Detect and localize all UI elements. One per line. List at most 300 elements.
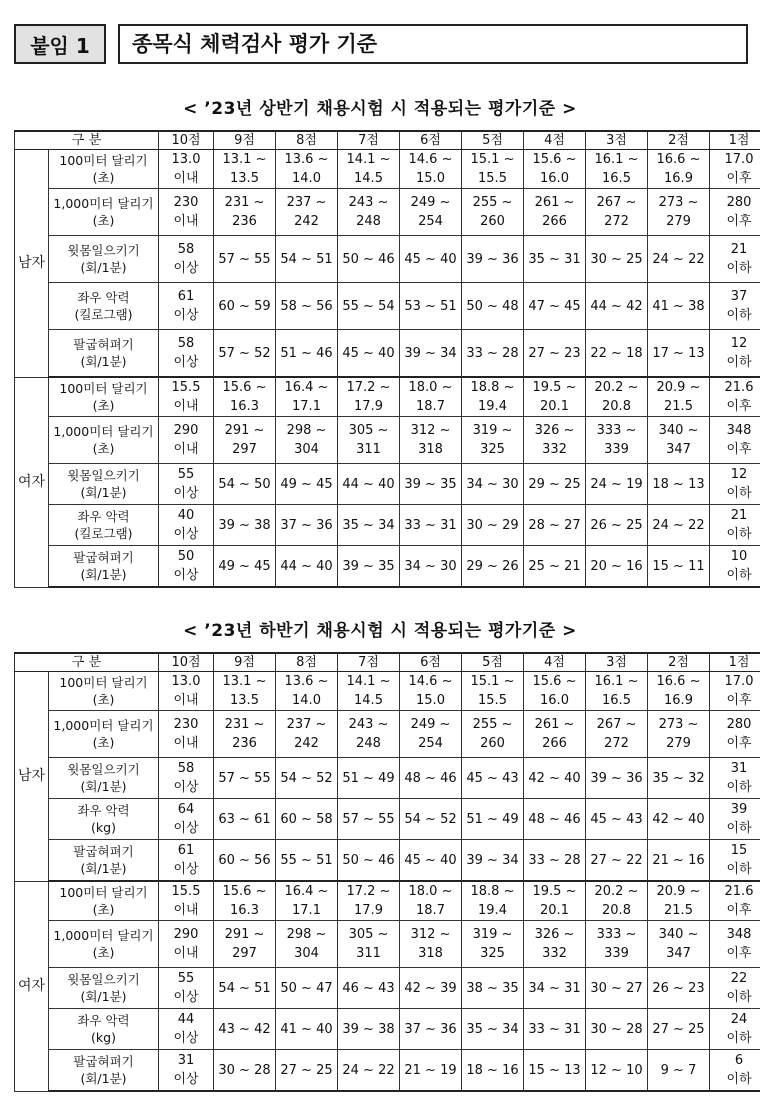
table-row — [15, 330, 760, 378]
score-cell — [648, 236, 710, 283]
score-cell — [159, 758, 214, 799]
score-value-line: 54 ~ 52 — [280, 770, 333, 786]
score-value-line: 이후 — [726, 442, 752, 457]
score-value-line: 272 — [604, 214, 629, 229]
score-value-line: 50 ~ 47 — [280, 980, 333, 996]
table-row — [15, 464, 760, 505]
score-value-line: 17.1 — [292, 903, 321, 918]
score-value-line: 이하 — [726, 568, 752, 583]
score-value-line: 12 — [730, 336, 748, 351]
score-cell — [648, 921, 710, 968]
score-cell — [462, 711, 524, 758]
score-cell — [400, 1009, 462, 1050]
score-cell — [462, 189, 524, 236]
score-value-line: 231 ~ — [224, 195, 265, 210]
score-value-line: 이내 — [173, 399, 199, 414]
score-value-line: 311 — [356, 946, 381, 961]
score-value-line: 304 — [294, 442, 319, 457]
score-cell — [159, 881, 214, 921]
score-cell — [338, 881, 400, 921]
score-value-line: 이후 — [726, 693, 752, 708]
score-value-line: 이하 — [726, 1072, 752, 1087]
score-value-line: 13.0 — [171, 152, 201, 167]
sex-label: 남자 — [15, 672, 49, 882]
score-value-line: 19.5 ~ — [532, 380, 577, 395]
score-value-line: 58 — [177, 242, 195, 257]
score-cell — [462, 377, 524, 417]
column-header-category: 구 분 — [15, 653, 159, 672]
score-value-line: 이내 — [173, 736, 199, 751]
score-value-line: 9 ~ 7 — [660, 1062, 697, 1078]
score-value-line: 242 — [294, 214, 319, 229]
score-value-line: 30 ~ 25 — [590, 251, 643, 267]
score-value-line: 30 ~ 29 — [466, 517, 519, 533]
document-header — [14, 24, 748, 64]
score-value-line: 55 ~ 54 — [342, 298, 395, 314]
score-value-line: 14.5 — [354, 171, 383, 186]
score-value-line: 31 — [730, 761, 748, 776]
score-cell — [586, 417, 648, 464]
column-header-score: 1점 — [710, 131, 760, 150]
score-cell — [214, 758, 276, 799]
event-name: 윗몸일으키기 — [67, 972, 140, 987]
score-value-line: 34 ~ 30 — [466, 476, 519, 492]
table-row — [15, 505, 760, 546]
header-row — [15, 653, 760, 672]
score-value-line: 38 ~ 35 — [466, 980, 519, 996]
score-value-line: 24 — [730, 1012, 748, 1027]
score-value-line: 16.1 ~ — [594, 674, 639, 689]
score-cell — [586, 330, 648, 378]
score-value-line: 41 ~ 40 — [280, 1021, 333, 1037]
score-cell — [276, 1009, 338, 1050]
score-value-line: 17.2 ~ — [346, 380, 391, 395]
event-unit: (회/1분) — [80, 354, 127, 369]
score-value-line: 이상 — [173, 355, 199, 370]
score-value-line: 이하 — [726, 355, 752, 370]
score-value-line: 347 — [666, 946, 691, 961]
table-row — [15, 921, 760, 968]
score-value-line: 326 ~ — [534, 423, 575, 438]
score-value-line: 이상 — [173, 821, 199, 836]
score-cell — [400, 417, 462, 464]
score-value-line: 13.5 — [230, 693, 259, 708]
score-value-line: 35 ~ 32 — [652, 770, 705, 786]
score-value-line: 16.6 ~ — [656, 152, 701, 167]
score-cell — [710, 150, 760, 189]
score-cell — [586, 377, 648, 417]
score-cell — [159, 799, 214, 840]
score-value-line: 318 — [418, 442, 443, 457]
score-cell — [400, 921, 462, 968]
event-label — [49, 464, 159, 505]
score-cell — [276, 840, 338, 882]
score-value-line: 305 ~ — [348, 423, 389, 438]
column-header-score: 7점 — [338, 131, 400, 150]
score-value-line: 249 ~ — [410, 717, 451, 732]
score-cell — [648, 672, 710, 711]
score-value-line: 33 ~ 28 — [466, 345, 519, 361]
score-value-line: 54 ~ 51 — [280, 251, 333, 267]
score-value-line: 18.0 ~ — [408, 380, 453, 395]
score-value-line: 267 ~ — [596, 195, 637, 210]
score-cell — [462, 546, 524, 588]
score-cell — [648, 840, 710, 882]
score-cell — [648, 150, 710, 189]
score-cell — [462, 505, 524, 546]
score-value-line: 340 ~ — [658, 927, 699, 942]
table-row — [15, 417, 760, 464]
score-value-line: 이내 — [173, 171, 199, 186]
score-cell — [462, 236, 524, 283]
score-value-line: 49 ~ 45 — [218, 558, 271, 574]
score-value-line: 16.5 — [602, 693, 631, 708]
score-cell — [586, 1009, 648, 1050]
score-value-line: 50 ~ 46 — [342, 852, 395, 868]
score-cell — [276, 189, 338, 236]
score-cell — [462, 1050, 524, 1092]
score-value-line: 45 ~ 40 — [404, 251, 457, 267]
score-cell — [214, 377, 276, 417]
score-value-line: 이하 — [726, 527, 752, 542]
score-cell — [159, 968, 214, 1009]
table-row — [15, 840, 760, 882]
score-value-line: 12 ~ 10 — [590, 1062, 643, 1078]
score-value-line: 21.6 — [724, 884, 754, 899]
header-row — [15, 131, 760, 150]
score-cell — [648, 464, 710, 505]
score-value-line: 45 ~ 43 — [466, 770, 519, 786]
score-cell — [338, 758, 400, 799]
score-value-line: 50 ~ 46 — [342, 251, 395, 267]
score-value-line: 이상 — [173, 527, 199, 542]
score-cell — [710, 189, 760, 236]
score-value-line: 37 ~ 36 — [280, 517, 333, 533]
score-cell — [586, 546, 648, 588]
score-value-line: 이상 — [173, 1031, 199, 1046]
table-row — [15, 968, 760, 1009]
score-cell — [338, 505, 400, 546]
score-cell — [648, 377, 710, 417]
event-label — [49, 546, 159, 588]
score-value-line: 21 ~ 16 — [652, 852, 705, 868]
score-cell — [159, 417, 214, 464]
score-cell — [462, 330, 524, 378]
event-label — [49, 1009, 159, 1050]
score-value-line: 34 ~ 30 — [404, 558, 457, 574]
event-name: 100미터 달리기 — [59, 381, 148, 396]
column-header-score: 3점 — [586, 131, 648, 150]
column-header-score: 2점 — [648, 653, 710, 672]
score-cell — [214, 881, 276, 921]
score-value-line: 332 — [542, 946, 567, 961]
score-value-line: 54 ~ 50 — [218, 476, 271, 492]
score-value-line: 39 ~ 34 — [466, 852, 519, 868]
score-value-line: 243 ~ — [348, 717, 389, 732]
score-value-line: 39 ~ 38 — [218, 517, 271, 533]
score-value-line: 57 ~ 55 — [342, 811, 395, 827]
score-cell — [214, 921, 276, 968]
score-cell — [214, 546, 276, 588]
score-cell — [276, 881, 338, 921]
score-value-line: 60 ~ 56 — [218, 852, 271, 868]
score-value-line: 37 — [730, 289, 748, 304]
score-value-line: 30 ~ 28 — [218, 1062, 271, 1078]
score-cell — [462, 417, 524, 464]
score-value-line: 255 ~ — [472, 195, 513, 210]
score-value-line: 이후 — [726, 399, 752, 414]
score-cell — [524, 881, 586, 921]
score-cell — [338, 377, 400, 417]
score-value-line: 20.9 ~ — [656, 884, 701, 899]
score-value-line: 290 — [173, 423, 199, 438]
event-label — [49, 672, 159, 711]
score-value-line: 42 ~ 39 — [404, 980, 457, 996]
score-cell — [276, 377, 338, 417]
score-value-line: 347 — [666, 442, 691, 457]
score-value-line: 237 ~ — [286, 717, 327, 732]
event-unit: (회/1분) — [80, 989, 127, 1004]
event-unit: (회/1분) — [80, 260, 127, 275]
score-cell — [524, 672, 586, 711]
event-label — [49, 799, 159, 840]
column-header-score: 9점 — [214, 653, 276, 672]
score-value-line: 291 ~ — [224, 927, 265, 942]
event-unit: (초) — [92, 902, 115, 917]
score-cell — [276, 968, 338, 1009]
score-cell — [159, 840, 214, 882]
score-value-line: 22 ~ 18 — [590, 345, 643, 361]
score-value-line: 20.8 — [602, 903, 631, 918]
score-cell — [159, 711, 214, 758]
score-value-line: 230 — [173, 717, 199, 732]
score-cell — [462, 921, 524, 968]
event-name: 좌우 악력 — [77, 290, 130, 305]
score-value-line: 58 — [177, 336, 195, 351]
score-cell — [710, 283, 760, 330]
score-value-line: 64 — [177, 802, 195, 817]
score-value-line: 17.0 — [724, 674, 754, 689]
score-cell — [648, 1009, 710, 1050]
score-value-line: 15 ~ 13 — [528, 1062, 581, 1078]
score-value-line: 28 ~ 27 — [528, 517, 581, 533]
event-unit: (초) — [92, 692, 115, 707]
score-cell — [524, 236, 586, 283]
score-value-line: 19.5 ~ — [532, 884, 577, 899]
table-row — [15, 546, 760, 588]
score-value-line: 47 ~ 45 — [528, 298, 581, 314]
score-value-line: 53 ~ 51 — [404, 298, 457, 314]
event-name: 1,000미터 달리기 — [53, 718, 154, 733]
score-value-line: 254 — [418, 214, 443, 229]
score-value-line: 12 — [730, 467, 748, 482]
score-value-line: 297 — [232, 442, 257, 457]
score-cell — [710, 417, 760, 464]
score-cell — [400, 840, 462, 882]
score-value-line: 44 ~ 40 — [280, 558, 333, 574]
score-cell — [338, 189, 400, 236]
score-cell — [710, 711, 760, 758]
score-cell — [276, 464, 338, 505]
score-value-line: 18.8 ~ — [470, 884, 515, 899]
score-cell — [159, 464, 214, 505]
score-cell — [400, 236, 462, 283]
event-unit: (초) — [92, 170, 115, 185]
event-label — [49, 921, 159, 968]
score-value-line: 44 ~ 40 — [342, 476, 395, 492]
score-value-line: 15.0 — [416, 693, 445, 708]
event-name: 윗몸일으키기 — [67, 762, 140, 777]
score-value-line: 27 ~ 25 — [652, 1021, 705, 1037]
score-value-line: 39 ~ 36 — [590, 770, 643, 786]
sex-label: 여자 — [15, 377, 49, 587]
score-value-line: 이상 — [173, 1072, 199, 1087]
event-label — [49, 1050, 159, 1092]
attachment-label: 붙임 1 — [14, 24, 106, 64]
score-value-line: 15.6 ~ — [222, 380, 267, 395]
score-value-line: 290 — [173, 927, 199, 942]
score-cell — [400, 758, 462, 799]
score-value-line: 242 — [294, 736, 319, 751]
score-value-line: 249 ~ — [410, 195, 451, 210]
score-value-line: 17.9 — [354, 399, 383, 414]
score-value-line: 17.0 — [724, 152, 754, 167]
score-value-line: 20.8 — [602, 399, 631, 414]
score-cell — [648, 711, 710, 758]
score-cell — [524, 1050, 586, 1092]
score-cell — [648, 799, 710, 840]
score-value-line: 13.0 — [171, 674, 201, 689]
score-value-line: 60 ~ 58 — [280, 811, 333, 827]
score-cell — [338, 417, 400, 464]
score-cell — [214, 417, 276, 464]
score-value-line: 332 — [542, 442, 567, 457]
score-value-line: 304 — [294, 946, 319, 961]
score-value-line: 57 ~ 55 — [218, 770, 271, 786]
score-cell — [276, 711, 338, 758]
score-value-line: 6 — [734, 1053, 744, 1068]
score-value-line: 325 — [480, 442, 505, 457]
score-cell — [338, 283, 400, 330]
score-value-line: 18 ~ 13 — [652, 476, 705, 492]
score-value-line: 50 — [177, 549, 195, 564]
event-unit: (초) — [92, 945, 115, 960]
score-cell — [710, 546, 760, 588]
score-cell — [524, 189, 586, 236]
score-value-line: 16.1 ~ — [594, 152, 639, 167]
score-value-line: 이내 — [173, 903, 199, 918]
event-name: 팔굽혀펴기 — [73, 550, 134, 565]
score-value-line: 15.6 ~ — [222, 884, 267, 899]
score-value-line: 24 ~ 22 — [652, 251, 705, 267]
table-row — [15, 283, 760, 330]
score-value-line: 21 — [730, 508, 748, 523]
score-cell — [586, 189, 648, 236]
score-value-line: 이상 — [173, 486, 199, 501]
score-cell — [214, 1009, 276, 1050]
score-value-line: 45 ~ 43 — [590, 811, 643, 827]
score-value-line: 이하 — [726, 486, 752, 501]
event-name: 윗몸일으키기 — [67, 468, 140, 483]
score-value-line: 16.4 ~ — [284, 380, 329, 395]
score-value-line: 54 ~ 52 — [404, 811, 457, 827]
score-value-line: 16.9 — [664, 693, 693, 708]
score-cell — [648, 881, 710, 921]
score-cell — [338, 464, 400, 505]
score-value-line: 41 ~ 38 — [652, 298, 705, 314]
score-cell — [338, 236, 400, 283]
score-value-line: 13.1 ~ — [222, 674, 267, 689]
event-unit: (회/1분) — [80, 779, 127, 794]
score-value-line: 20.2 ~ — [594, 380, 639, 395]
score-cell — [400, 1050, 462, 1092]
score-value-line: 18.8 ~ — [470, 380, 515, 395]
score-value-line: 55 — [177, 971, 195, 986]
score-cell — [159, 189, 214, 236]
score-value-line: 30 ~ 27 — [590, 980, 643, 996]
score-value-line: 15.5 — [478, 171, 507, 186]
event-label — [49, 758, 159, 799]
score-cell — [400, 283, 462, 330]
score-value-line: 39 ~ 36 — [466, 251, 519, 267]
score-cell — [524, 330, 586, 378]
score-value-line: 42 ~ 40 — [652, 811, 705, 827]
score-cell — [524, 799, 586, 840]
score-cell — [648, 417, 710, 464]
score-value-line: 16.3 — [230, 399, 259, 414]
score-value-line: 39 ~ 35 — [342, 558, 395, 574]
score-value-line: 63 ~ 61 — [218, 811, 271, 827]
event-label — [49, 840, 159, 882]
score-cell — [159, 150, 214, 189]
event-name: 좌우 악력 — [77, 1013, 130, 1028]
score-value-line: 26 ~ 23 — [652, 980, 705, 996]
score-value-line: 267 ~ — [596, 717, 637, 732]
score-value-line: 236 — [232, 214, 257, 229]
score-value-line: 21.5 — [664, 903, 693, 918]
score-value-line: 19.4 — [478, 903, 507, 918]
score-cell — [276, 150, 338, 189]
score-value-line: 27 ~ 22 — [590, 852, 643, 868]
score-value-line: 39 ~ 34 — [404, 345, 457, 361]
section-title-second-half: < ’23년 하반기 채용시험 시 적용되는 평가기준 > — [183, 621, 577, 641]
score-value-line: 273 ~ — [658, 195, 699, 210]
score-value-line: 61 — [177, 289, 195, 304]
score-cell — [400, 189, 462, 236]
score-cell — [586, 672, 648, 711]
score-cell — [159, 505, 214, 546]
score-value-line: 42 ~ 40 — [528, 770, 581, 786]
score-value-line: 39 ~ 38 — [342, 1021, 395, 1037]
score-cell — [400, 330, 462, 378]
score-value-line: 57 ~ 55 — [218, 251, 271, 267]
score-value-line: 60 ~ 59 — [218, 298, 271, 314]
score-value-line: 311 — [356, 442, 381, 457]
score-cell — [159, 330, 214, 378]
score-cell — [586, 464, 648, 505]
score-value-line: 16.6 ~ — [656, 674, 701, 689]
score-cell — [524, 150, 586, 189]
score-value-line: 이내 — [173, 214, 199, 229]
score-value-line: 261 ~ — [534, 195, 575, 210]
column-header-score: 4점 — [524, 131, 586, 150]
score-cell — [524, 711, 586, 758]
score-cell — [276, 330, 338, 378]
table-row — [15, 672, 760, 711]
score-cell — [400, 150, 462, 189]
score-cell — [159, 672, 214, 711]
score-value-line: 13.5 — [230, 171, 259, 186]
